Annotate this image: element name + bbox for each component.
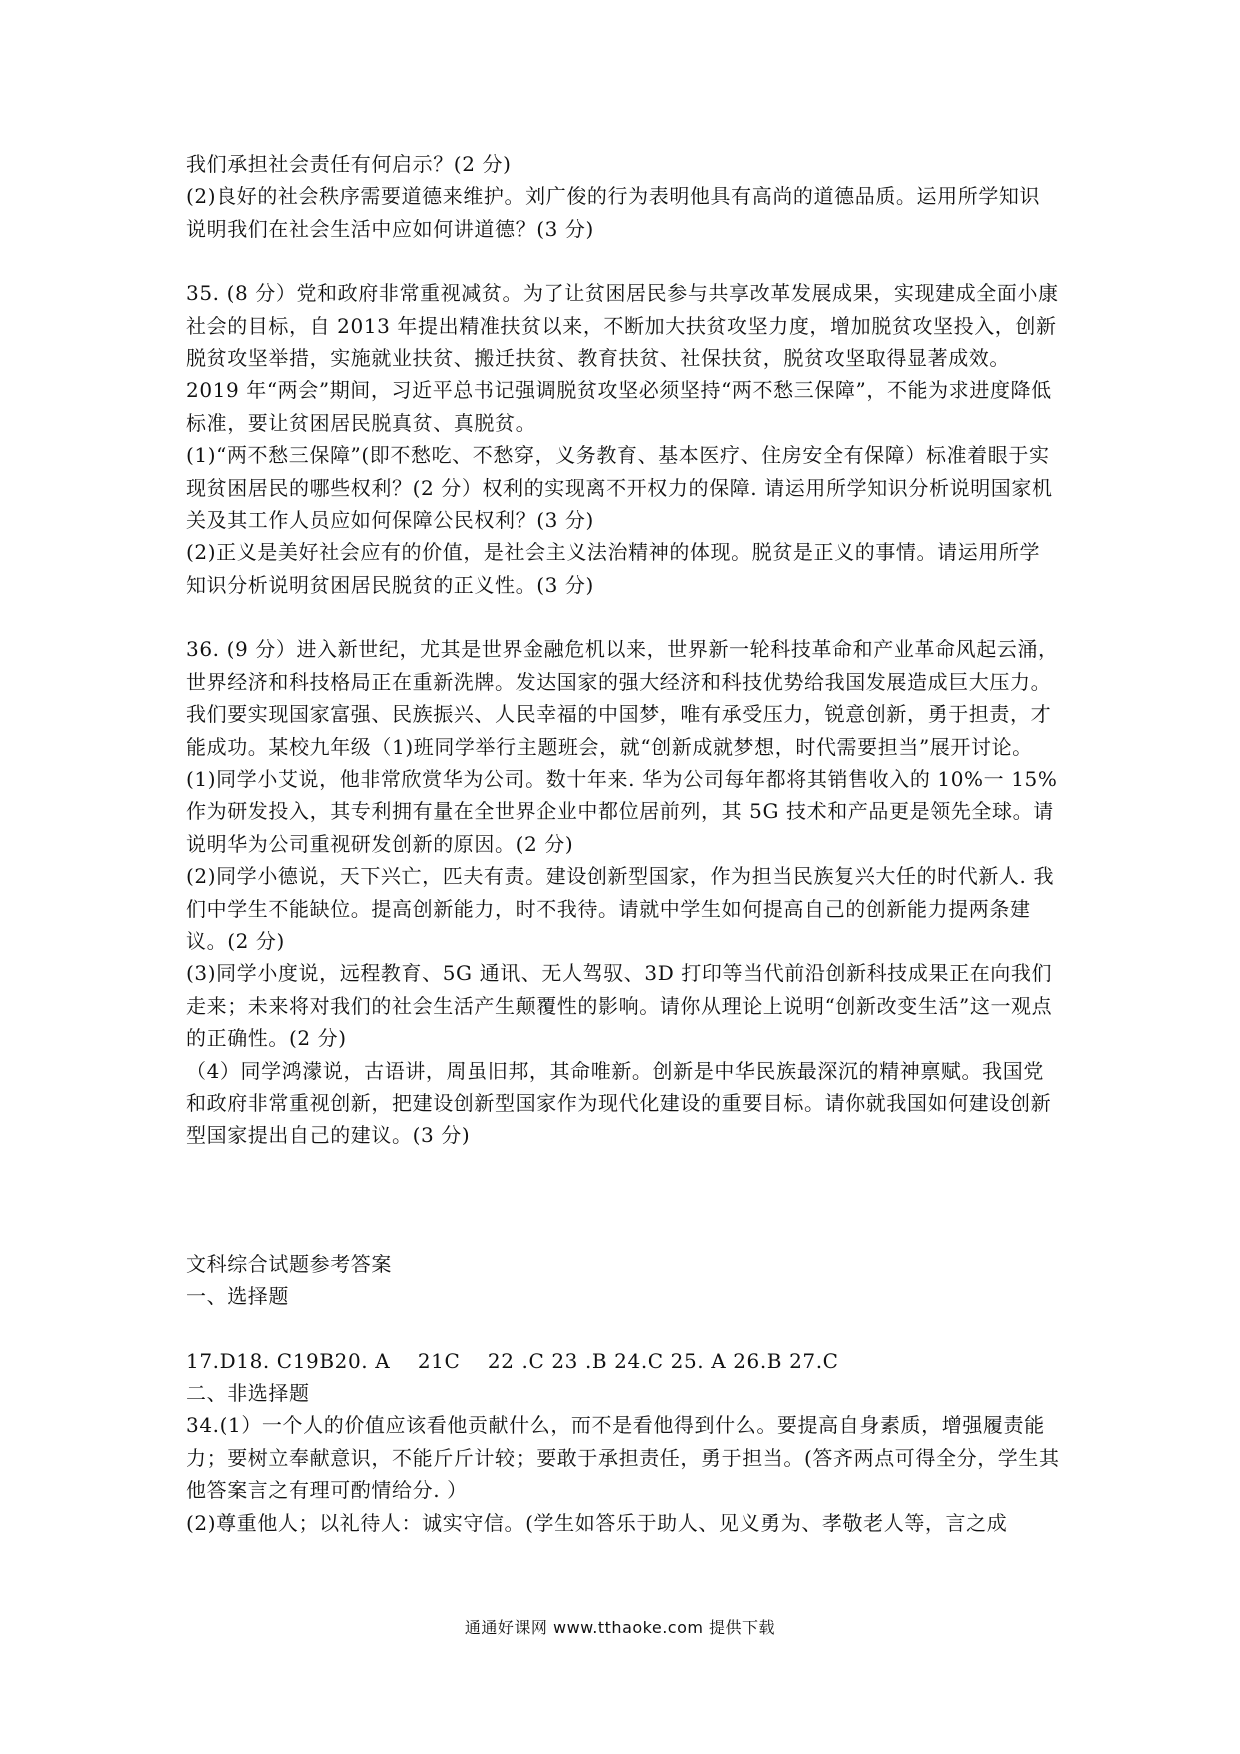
question-36-stem: 36. (9 分）进入新世纪，尤其是世界金融危机以来，世界新一轮科技革命和产业革命风起云涌，世界经济和科技格局正在重新洗牌。发达国家的强大经济和科技优势给我国发展造成巨大压力。我们要实现国家富强、民族振兴、人民幸福的中国梦，唯有承受压力，锐意创新，勇于担责，才能成功。某校九年级（1)班同学举行主题班会，就“创新成就梦想，时代需要担当”展开讨论。 xyxy=(186,637,1059,759)
question-36-part-2: (2)同学小德说，天下兴亡，匹夫有责。建设创新型国家，作为担当民族复兴大任的时代新人. 我们中学生不能缺位。提高创新能力，时不我待。请就中学生如何提高自己的创新能力提两条建议。(2 分) xyxy=(186,864,1055,953)
question-35-part-1: (1)“两不愁三保障”(即不愁吃、不愁穿，义务教育、基本医疗、住房安全有保障）标准着眼于实现贫困居民的哪些权利？(2 分）权利的实现离不开权力的保障. 请运用所学知识分析说明国家机关及其工作人员应如何保障公民权利？(3 分) xyxy=(186,443,1053,533)
question-35-stem: 35. (8 分）党和政府非常重视减贫。为了让贫困居民参与共享改革发展成果，实现建成全面小康社会的目标，自 2013 年提出精准扶贫以来，不断加大扶贫攻坚力度，增加脱贫攻坚投入，创新脱贫攻坚举措，实施就业扶贫、搬迁扶贫、教育扶贫、社保扶贫，脱贫攻坚取得显著成效。2019 年“两会”期间，习近平总书记强调脱贫攻坚必须坚持“两不愁三保障”，不能为求进度降低标准，要让贫困居民脱真贫、真脱贫。 xyxy=(186,281,1059,435)
answer-34-part-2: (2)尊重他人；以礼待人：诚实守信。(学生如答乐于助人、见义勇为、孝敬老人等，言之成 xyxy=(186,1510,1008,1535)
question-34-part-2: (2)良好的社会秩序需要道德来维护。刘广俊的行为表明他具有高尚的道德品质。运用所学知识说明我们在社会生活中应如何讲道德？(3 分) xyxy=(186,184,1041,241)
page-footer: 通通好课网 www.tthaoke.com 提供下载 xyxy=(464,1618,776,1637)
answer-choice-list: 17.D18. C19B20. A 21C 22 .C 23 .B 24.C 25. A 26.B 27.C xyxy=(186,1348,839,1373)
answer-34-part-1: 34.(1）一个人的价值应该看他贡献什么，而不是看他得到什么。要提高自身素质，增强履责能力；要树立奉献意识，不能斤斤计较；要敢于承担责任，勇于担当。(答齐两点可得全分，学生其他答案言之有理可酌情给分. ） xyxy=(186,1413,1060,1503)
question-36-part-3: (3)同学小度说，远程教育、5G 通讯、无人驾驭、3D 打印等当代前沿创新科技成果正在向我们走来；未来将对我们的社会生活产生颠覆性的影响。请你从理论上说明“创新改变生活”这一观点的正确性。(2 分) xyxy=(186,961,1053,1051)
answer-key-title: 文科综合试题参考答案 xyxy=(186,1251,392,1276)
answer-section-nonchoice-heading: 二、非选择题 xyxy=(186,1381,310,1405)
document-body xyxy=(186,148,1060,1539)
question-34-tail: 我们承担社会责任有何启示？(2 分) xyxy=(186,152,512,176)
answer-section-choice-heading: 一、选择题 xyxy=(186,1284,289,1309)
question-36-part-4: （4）同学鸿濛说，古语讲，周虽旧邦，其命唯新。创新是中华民族最深沉的精神禀赋。我国党和政府非常重视创新，把建设创新型国家作为现代化建设的重要目标。请你就我国如何建设创新型国家提出自己的建议。(3 分) xyxy=(186,1058,1052,1148)
question-35-part-2: (2)正义是美好社会应有的价值，是社会主义法治精神的体现。脱贫是正义的事情。请运用所学知识分析说明贫困居民脱贫的正义性。(3 分) xyxy=(186,540,1041,597)
question-36-part-1: (1)同学小艾说，他非常欣赏华为公司。数十年来. 华为公司每年都将其销售收入的 10%一 15%作为研发投入，其专利拥有量在全世界企业中都位居前列，其 5G 技术和产品更是领先全球。请说明华为公司重视研发创新的原因。(2 分) xyxy=(186,766,1058,856)
